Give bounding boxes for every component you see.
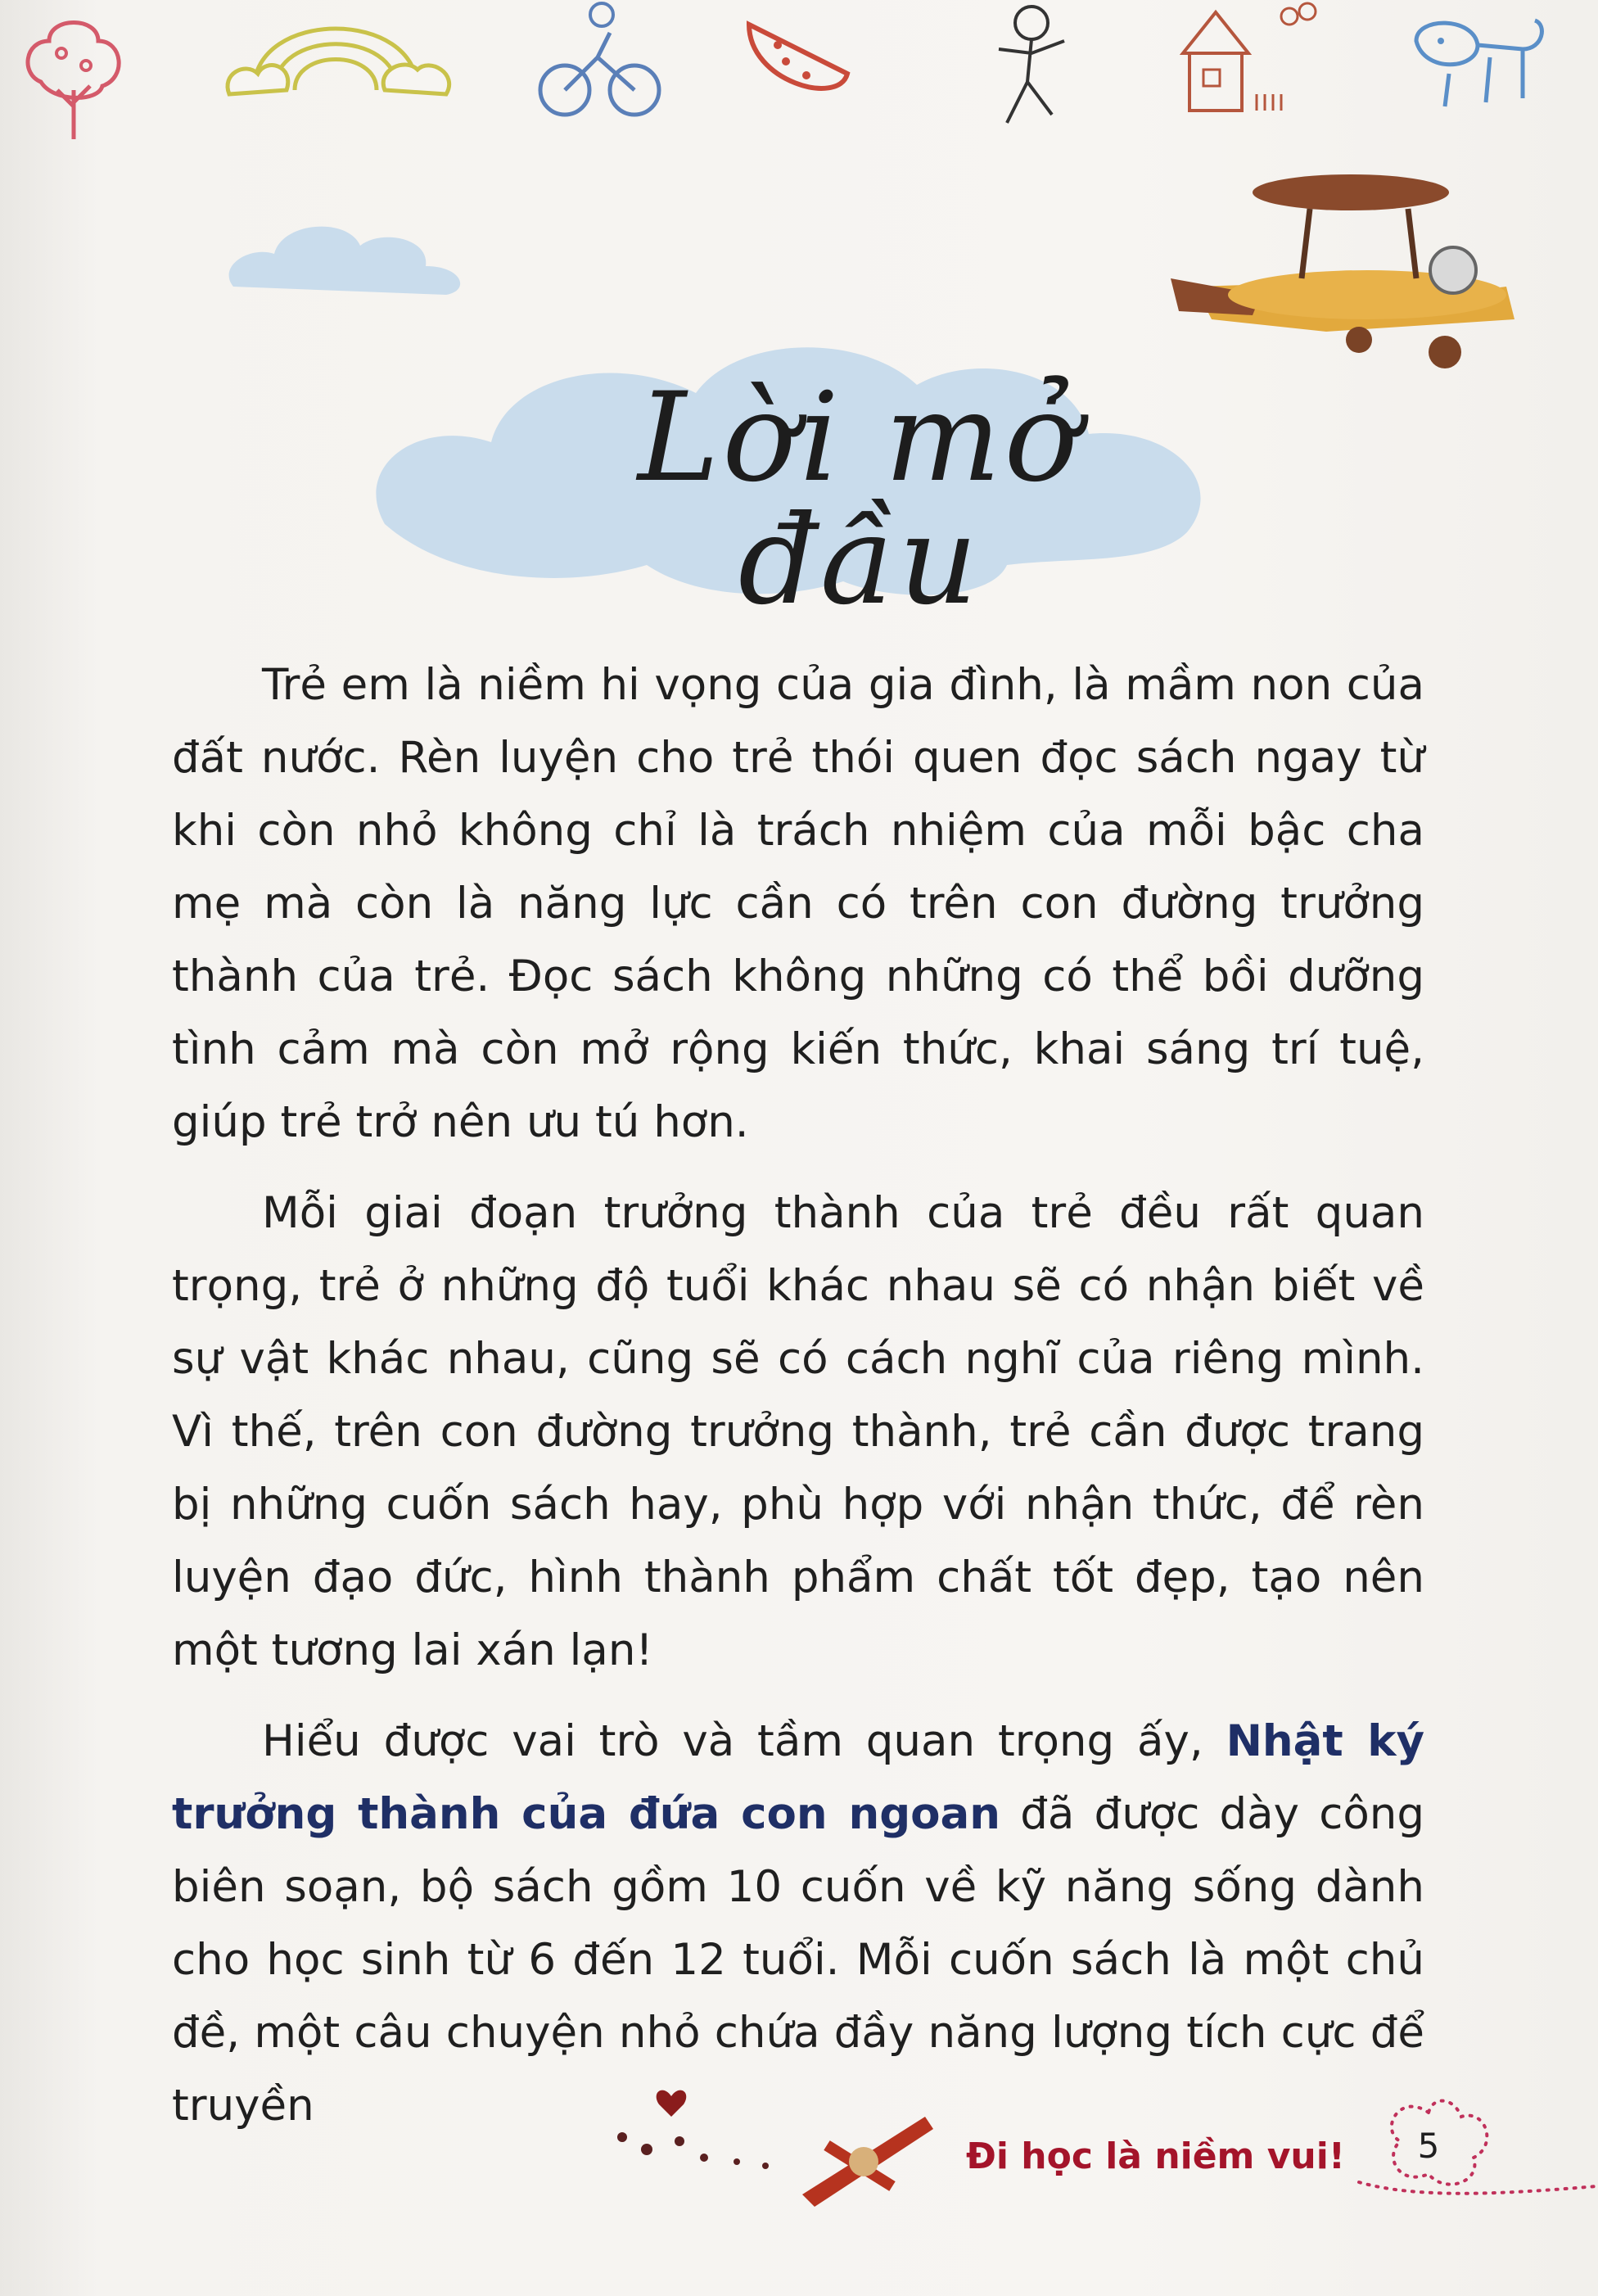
watermelon-icon (741, 8, 855, 106)
rainbow-icon (221, 0, 458, 106)
cyclist-icon (532, 0, 663, 123)
hearts-icon (606, 2080, 819, 2181)
tree-icon (16, 8, 131, 147)
paragraph-3-start: Hiểu được vai trò và tầm quan trọng ấy, (262, 1716, 1226, 1766)
paragraph-1: Trẻ em là niềm hi vọng của gia đình, là mầm non của đất nước. Rèn luyện cho trẻ thói quen đọc sách ngay từ khi còn nhỏ không chỉ là trách nhiệm của mỗi bậc cha mẹ mà còn là năng lực cần có trên con đường trưởng thành của trẻ. Đọc sách không những có thể bồi dưỡng tình cảm mà còn mở rộng kiến thức, khai sáng trí tuệ, giúp trẻ trở nên ưu tú hơn. (172, 660, 1424, 1147)
paragraph-2: Mỗi giai đoạn trưởng thành của trẻ đều rất quan trọng, trẻ ở những độ tuổi khác nhau sẽ có nhận biết về sự vật khác nhau, cũng sẽ có cách nghĩ của riêng mình. Vì thế, trên con đường trưởng thành, trẻ cần được trang bị những cuốn sách hay, phù hợp với nhận thức, để rèn luyện đạo đức, hình thành phẩm chất tốt đẹp, tạo nên một tương lai xán lạn! (172, 1188, 1424, 1675)
book-series-title: Nhật ký trưởng thành của đứa con ngoan (172, 1716, 1424, 1839)
footer-book-title: Đi học là niềm vui! (966, 2136, 1345, 2177)
dog-icon (1400, 8, 1555, 115)
page-number-frame (1351, 2096, 1596, 2214)
paragraph-3 (172, 1705, 1424, 2142)
page-number: 5 (1417, 2126, 1440, 2166)
house-icon (1167, 0, 1330, 123)
page-title: Lời mở đầu (637, 367, 1082, 632)
dancing-girl-icon (974, 0, 1081, 131)
small-airplane-icon (794, 2104, 941, 2214)
airplane-icon (1162, 164, 1547, 405)
small-cloud (217, 209, 479, 302)
body-text (172, 649, 1424, 2160)
paragraph-3-end: đã được dày công biên soạn, bộ sách gồm 10 cuốn về kỹ năng sống dành cho học sinh từ 6 đến 12 tuổi. Mỗi cuốn sách là một chủ đề, một câu chuyện nhỏ chứa đầy năng lượng tích cực để truyền (172, 1789, 1425, 2131)
